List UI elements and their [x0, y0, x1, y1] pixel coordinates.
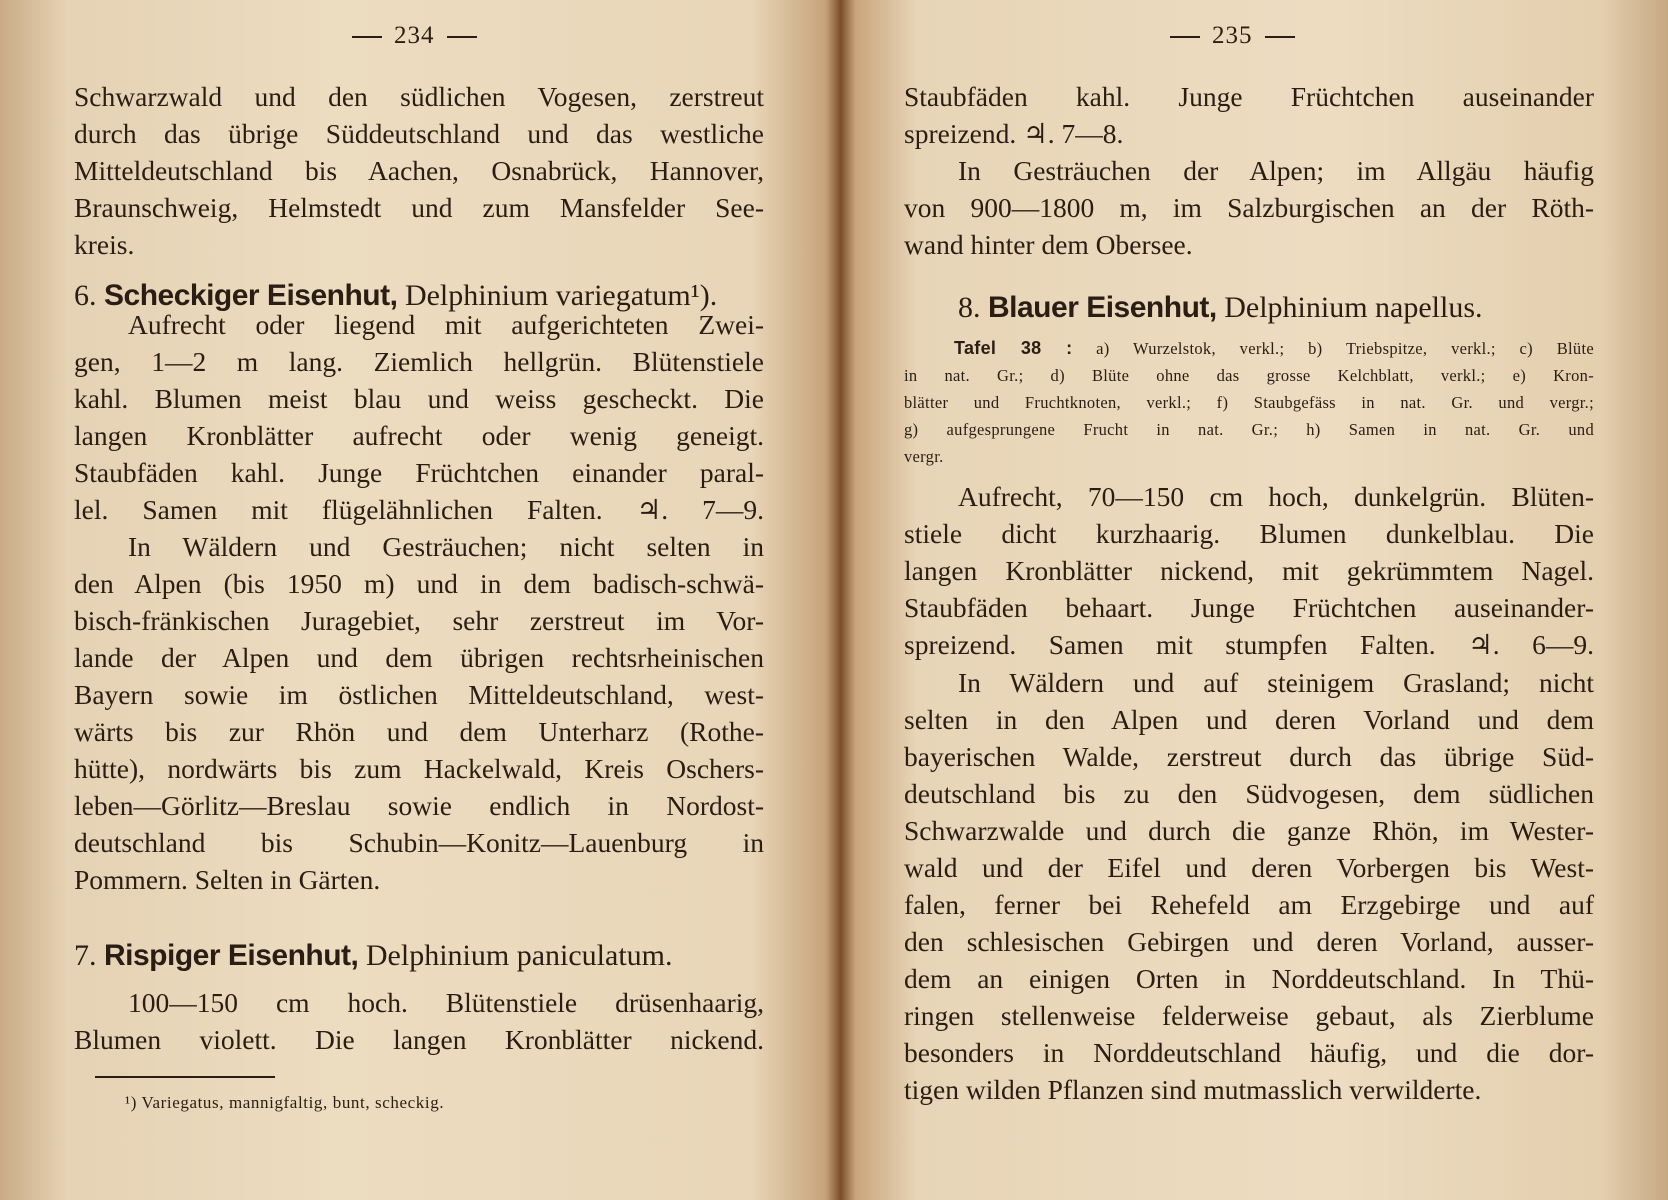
right-block-4 — [904, 664, 1594, 1108]
text-line: Mitteldeutschland bis Aachen, Osnabrück, Hannover, — [74, 155, 764, 186]
dash-decoration — [1170, 36, 1200, 38]
species-heading-7 — [74, 936, 764, 976]
text-line: den Alpen (bis 1950 m) und in dem badisch-schwä- — [74, 568, 764, 599]
text-line: Blumen violett. Die langen Kronblätter nickend. — [74, 1024, 764, 1055]
left-block-2 — [74, 306, 764, 528]
page-number-left — [340, 22, 489, 50]
page-number-right — [1158, 22, 1307, 50]
heading-latin: Delphinium variegatum — [404, 279, 691, 312]
text-line: Pommern. Selten in Gärten. — [74, 864, 381, 895]
text-line: wald und der Eifel und deren Vorbergen bis West- — [904, 852, 1594, 883]
text-line: lande der Alpen und dem übrigen rechtsrheinischen — [74, 642, 764, 673]
text-line: Staubfäden kahl. Junge Früchtchen einander paral- — [74, 457, 764, 488]
right-block-2 — [904, 152, 1594, 263]
dash-decoration — [1265, 36, 1295, 38]
text-line: spreizend. ♃. 7—8. — [904, 118, 1124, 149]
text-line: in nat. Gr.; d) Blüte ohne das grosse Kelchblatt, verkl.; e) Kron- — [904, 366, 1594, 385]
text-line: tigen wilden Pflanzen sind mutmasslich verwilderte. — [904, 1074, 1482, 1105]
text-line: bisch-fränkischen Juragebiet, sehr zerstreut im Vor- — [74, 605, 764, 636]
page-number-right-value: 235 — [1212, 22, 1253, 49]
text-line: Aufrecht, 70—150 cm hoch, dunkelgrün. Blüten- — [958, 481, 1594, 512]
text-line: bayerischen Walde, zerstreut durch das übrige Süd- — [904, 741, 1594, 772]
footnote: ¹) Variegatus, mannigfaltig, bunt, scheckig. — [125, 1093, 445, 1112]
text-line: wand hinter dem Obersee. — [904, 229, 1193, 260]
text-line: Aufrecht oder liegend mit aufgerichteten Zwei- — [128, 309, 764, 340]
text-line: kahl. Blumen meist blau und weiss gescheckt. Die — [74, 383, 764, 414]
right-block-3 — [904, 478, 1594, 663]
text-line: selten in den Alpen und deren Vorland und dem — [904, 704, 1594, 735]
plate-label: Tafel 38 : — [954, 338, 1073, 358]
dash-decoration — [352, 36, 382, 38]
text-line: gen, 1—2 m lang. Ziemlich hellgrün. Blütenstiele — [74, 346, 764, 377]
heading-number: 7. — [74, 939, 97, 972]
plate-line: a) Wurzelstok, verkl.; b) Triebspitze, verkl.; c) Blüte — [1096, 339, 1594, 358]
text-line: 100—150 cm hoch. Blütenstiele drüsenhaarig, — [128, 987, 764, 1018]
text-line: leben—Görlitz—Breslau sowie endlich in Nordost- — [74, 790, 764, 821]
heading-name: Blauer Eisenhut, — [988, 291, 1217, 324]
text-line: blätter und Fruchtknoten, verkl.; f) Staubgefäss in nat. Gr. und vergr.; — [904, 393, 1594, 412]
text-line: vergr. — [904, 447, 944, 466]
heading-latin: Delphinium napellus. — [1224, 291, 1483, 324]
text-line: Staubfäden behaart. Junge Früchtchen auseinander- — [904, 592, 1594, 623]
text-line: Schwarzwald und den südlichen Vogesen, zerstreut — [74, 81, 764, 112]
species-heading-8 — [958, 288, 1648, 328]
text-line: lel. Samen mit flügelähnlichen Falten. ♃. 7—9. — [74, 494, 764, 525]
text-line: hütte), nordwärts bis zum Hackelwald, Kreis Oschers- — [74, 753, 764, 784]
text-line: In Wäldern und auf steinigem Grasland; nicht — [958, 667, 1594, 698]
text-line: In Gesträuchen der Alpen; im Allgäu häufig — [958, 155, 1594, 186]
text-line: stiele dicht kurzhaarig. Blumen dunkelblau. Die — [904, 518, 1594, 549]
heading-number: 6. — [74, 279, 97, 312]
text-line: von 900—1800 m, im Salzburgischen an der Röth- — [904, 192, 1594, 223]
text-line: ringen stellenweise felderweise gebaut, als Zierblume — [904, 1000, 1594, 1031]
left-block-4 — [74, 984, 764, 1058]
right-page — [843, 0, 1668, 1200]
text-line: wärts bis zur Rhön und dem Unterharz (Rothe- — [74, 716, 764, 747]
page-number-left-value: 234 — [394, 22, 435, 49]
text-line: In Wäldern und Gesträuchen; nicht selten in — [128, 531, 764, 562]
text-line: falen, ferner bei Rehefeld am Erzgebirge und auf — [904, 889, 1594, 920]
text-line: deutschland bis zu den Südvogesen, dem südlichen — [904, 778, 1594, 809]
left-page — [0, 0, 833, 1200]
text-line: dem an einigen Orten in Norddeutschland. In Thü- — [904, 963, 1594, 994]
text-line: langen Kronblätter aufrecht oder wenig geneigt. — [74, 420, 764, 451]
text-line: Staubfäden kahl. Junge Früchtchen auseinander — [904, 81, 1594, 112]
text-line — [904, 335, 1594, 362]
heading-note: ¹). — [690, 279, 718, 312]
left-block-1 — [74, 78, 764, 263]
text-line: spreizend. Samen mit stumpfen Falten. ♃. 6—9. — [904, 629, 1594, 660]
text-line: den schlesischen Gebirgen und deren Vorland, ausser- — [904, 926, 1594, 957]
text-line: Bayern sowie im östlichen Mitteldeutschland, west- — [74, 679, 764, 710]
text-line: Braunschweig, Helmstedt und zum Mansfelder See- — [74, 192, 764, 223]
heading-name: Scheckiger Eisenhut, — [104, 279, 398, 312]
text-line: besonders in Norddeutschland häufig, und die dor- — [904, 1037, 1594, 1068]
footnote-rule — [95, 1076, 275, 1078]
right-block-1 — [904, 78, 1594, 152]
left-block-3 — [74, 528, 764, 898]
text-line: deutschland bis Schubin—Konitz—Lauenburg in — [74, 827, 764, 858]
text-line: kreis. — [74, 229, 135, 260]
text-line: langen Kronblätter nickend, mit gekrümmtem Nagel. — [904, 555, 1594, 586]
text-line: g) aufgesprungene Frucht in nat. Gr.; h) Samen in nat. Gr. und — [904, 420, 1594, 439]
dash-decoration — [447, 36, 477, 38]
heading-latin: Delphinium paniculatum. — [365, 939, 673, 972]
text-line: durch das übrige Süddeutschland und das westliche — [74, 118, 764, 149]
text-line: Schwarzwalde und durch die ganze Rhön, im Wester- — [904, 815, 1594, 846]
plate-caption — [904, 335, 1594, 470]
heading-number: 8. — [958, 291, 981, 324]
heading-name: Rispiger Eisenhut, — [104, 939, 359, 972]
